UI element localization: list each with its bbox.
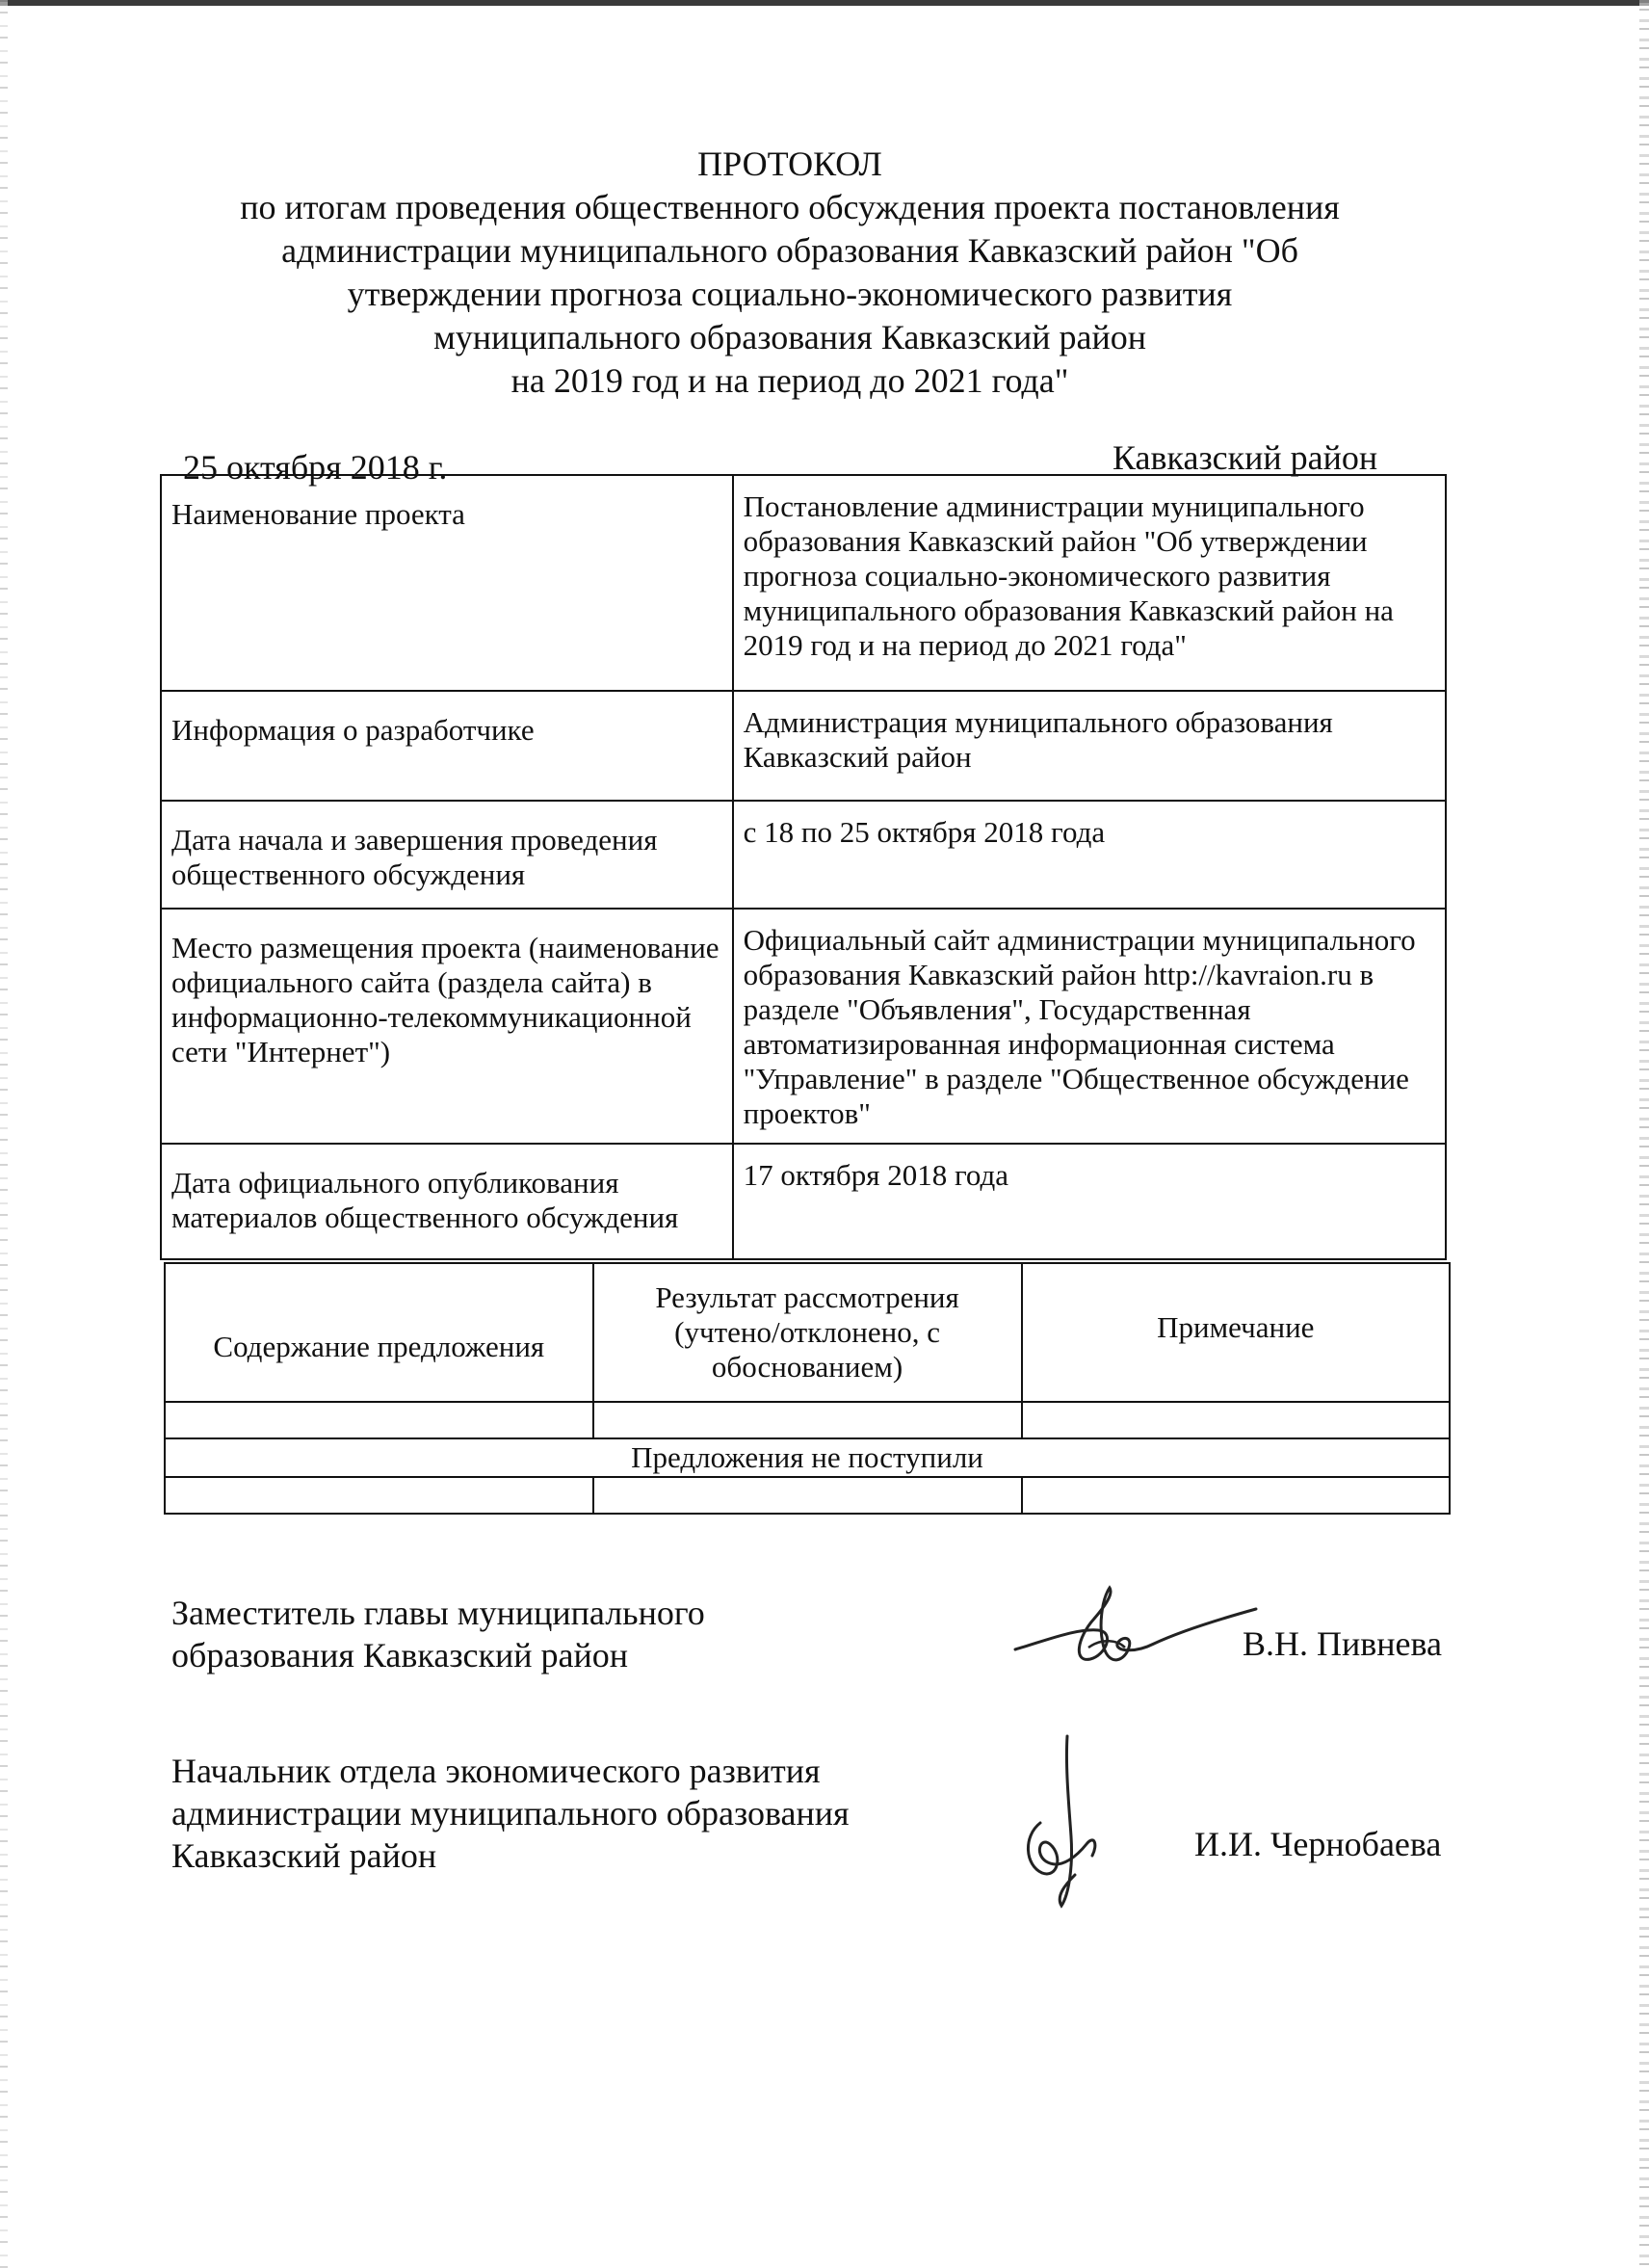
table-row bbox=[165, 1402, 1450, 1438]
signature-2-image bbox=[1011, 1730, 1127, 1918]
table-header-row bbox=[165, 1263, 1450, 1402]
table-row bbox=[165, 1438, 1450, 1477]
empty-cell bbox=[1022, 1477, 1450, 1514]
empty-cell bbox=[165, 1402, 593, 1438]
info-value: с 18 по 25 октября 2018 года bbox=[733, 801, 1446, 909]
column-header-result: Результат рассмотрения (учтено/отклонено, с обоснованием) bbox=[593, 1263, 1022, 1402]
signatory-1-name: В.Н. Пивнева bbox=[1243, 1624, 1443, 1663]
signatory-1-position-text: Заместитель главы муниципального образования Кавказский район bbox=[171, 1594, 705, 1675]
scan-edge-right bbox=[1639, 0, 1649, 2268]
info-label: Дата официального опубликования материалов общественного обсуждения bbox=[161, 1144, 733, 1259]
info-label: Информация о разработчике bbox=[161, 691, 733, 801]
empty-cell bbox=[593, 1402, 1022, 1438]
document-date: 25 октября 2018 г. bbox=[183, 448, 448, 487]
title-heading: ПРОТОКОЛ bbox=[697, 145, 882, 183]
table-row bbox=[161, 691, 1446, 801]
title-line-1: по итогам проведения общественного обсуждения проекта постановления bbox=[240, 188, 1340, 226]
table-row bbox=[161, 1144, 1446, 1259]
title-line-3: утверждении прогноза социально-экономического развития bbox=[347, 275, 1233, 313]
document-title bbox=[116, 143, 1464, 403]
info-value: Официальный сайт администрации муниципального образования Кавказский район http://kavraion.ru в разделе "Объявления", Государственная автоматизированная информационная система "Управление" в разделе "Общественное обсуждение проектов" bbox=[733, 909, 1446, 1144]
table-row bbox=[161, 801, 1446, 909]
signatory-1-position bbox=[171, 1592, 788, 1676]
project-info-table bbox=[160, 474, 1447, 1260]
table-row bbox=[161, 909, 1446, 1144]
info-label: Дата начала и завершения проведения общественного обсуждения bbox=[161, 801, 733, 909]
empty-cell bbox=[165, 1477, 593, 1514]
signature-1-image bbox=[1009, 1580, 1260, 1691]
no-proposals-message: Предложения не поступили bbox=[165, 1438, 1450, 1477]
info-value: Администрация муниципального образования Кавказский район bbox=[733, 691, 1446, 801]
info-value: 17 октября 2018 года bbox=[733, 1144, 1446, 1259]
title-line-2: администрации муниципального образования Кавказский район "Об bbox=[281, 231, 1298, 270]
column-header-content: Содержание предложения bbox=[165, 1263, 593, 1402]
signatory-2-name: И.И. Чернобаева bbox=[1194, 1825, 1442, 1863]
signatory-2-position-text: Начальник отдела экономического развития администрации муниципального образования Кавказский район bbox=[171, 1752, 850, 1875]
scan-edge-left bbox=[0, 0, 8, 2268]
empty-cell bbox=[1022, 1402, 1450, 1438]
title-line-5: на 2019 год и на период до 2021 года" bbox=[510, 361, 1069, 400]
document-place: Кавказский район bbox=[1112, 438, 1378, 477]
info-label: Место размещения проекта (наименование официального сайта (раздела сайта) в информационно-телекоммуникационной сети "Интернет") bbox=[161, 909, 733, 1144]
proposals-table bbox=[164, 1262, 1451, 1515]
empty-cell bbox=[593, 1477, 1022, 1514]
title-line-4: муниципального образования Кавказский район bbox=[433, 318, 1146, 356]
info-label: Наименование проекта bbox=[161, 475, 733, 691]
signatory-2-position bbox=[171, 1750, 923, 1877]
column-header-note: Примечание bbox=[1022, 1263, 1450, 1402]
info-value: Постановление администрации муниципального образования Кавказский район "Об утверждении прогноза социально-экономического развития муниципального образования Кавказский район на 2019 год и на период до 2021 года" bbox=[733, 475, 1446, 691]
table-row bbox=[161, 475, 1446, 691]
table-row bbox=[165, 1477, 1450, 1514]
scan-edge-top bbox=[0, 0, 1649, 6]
